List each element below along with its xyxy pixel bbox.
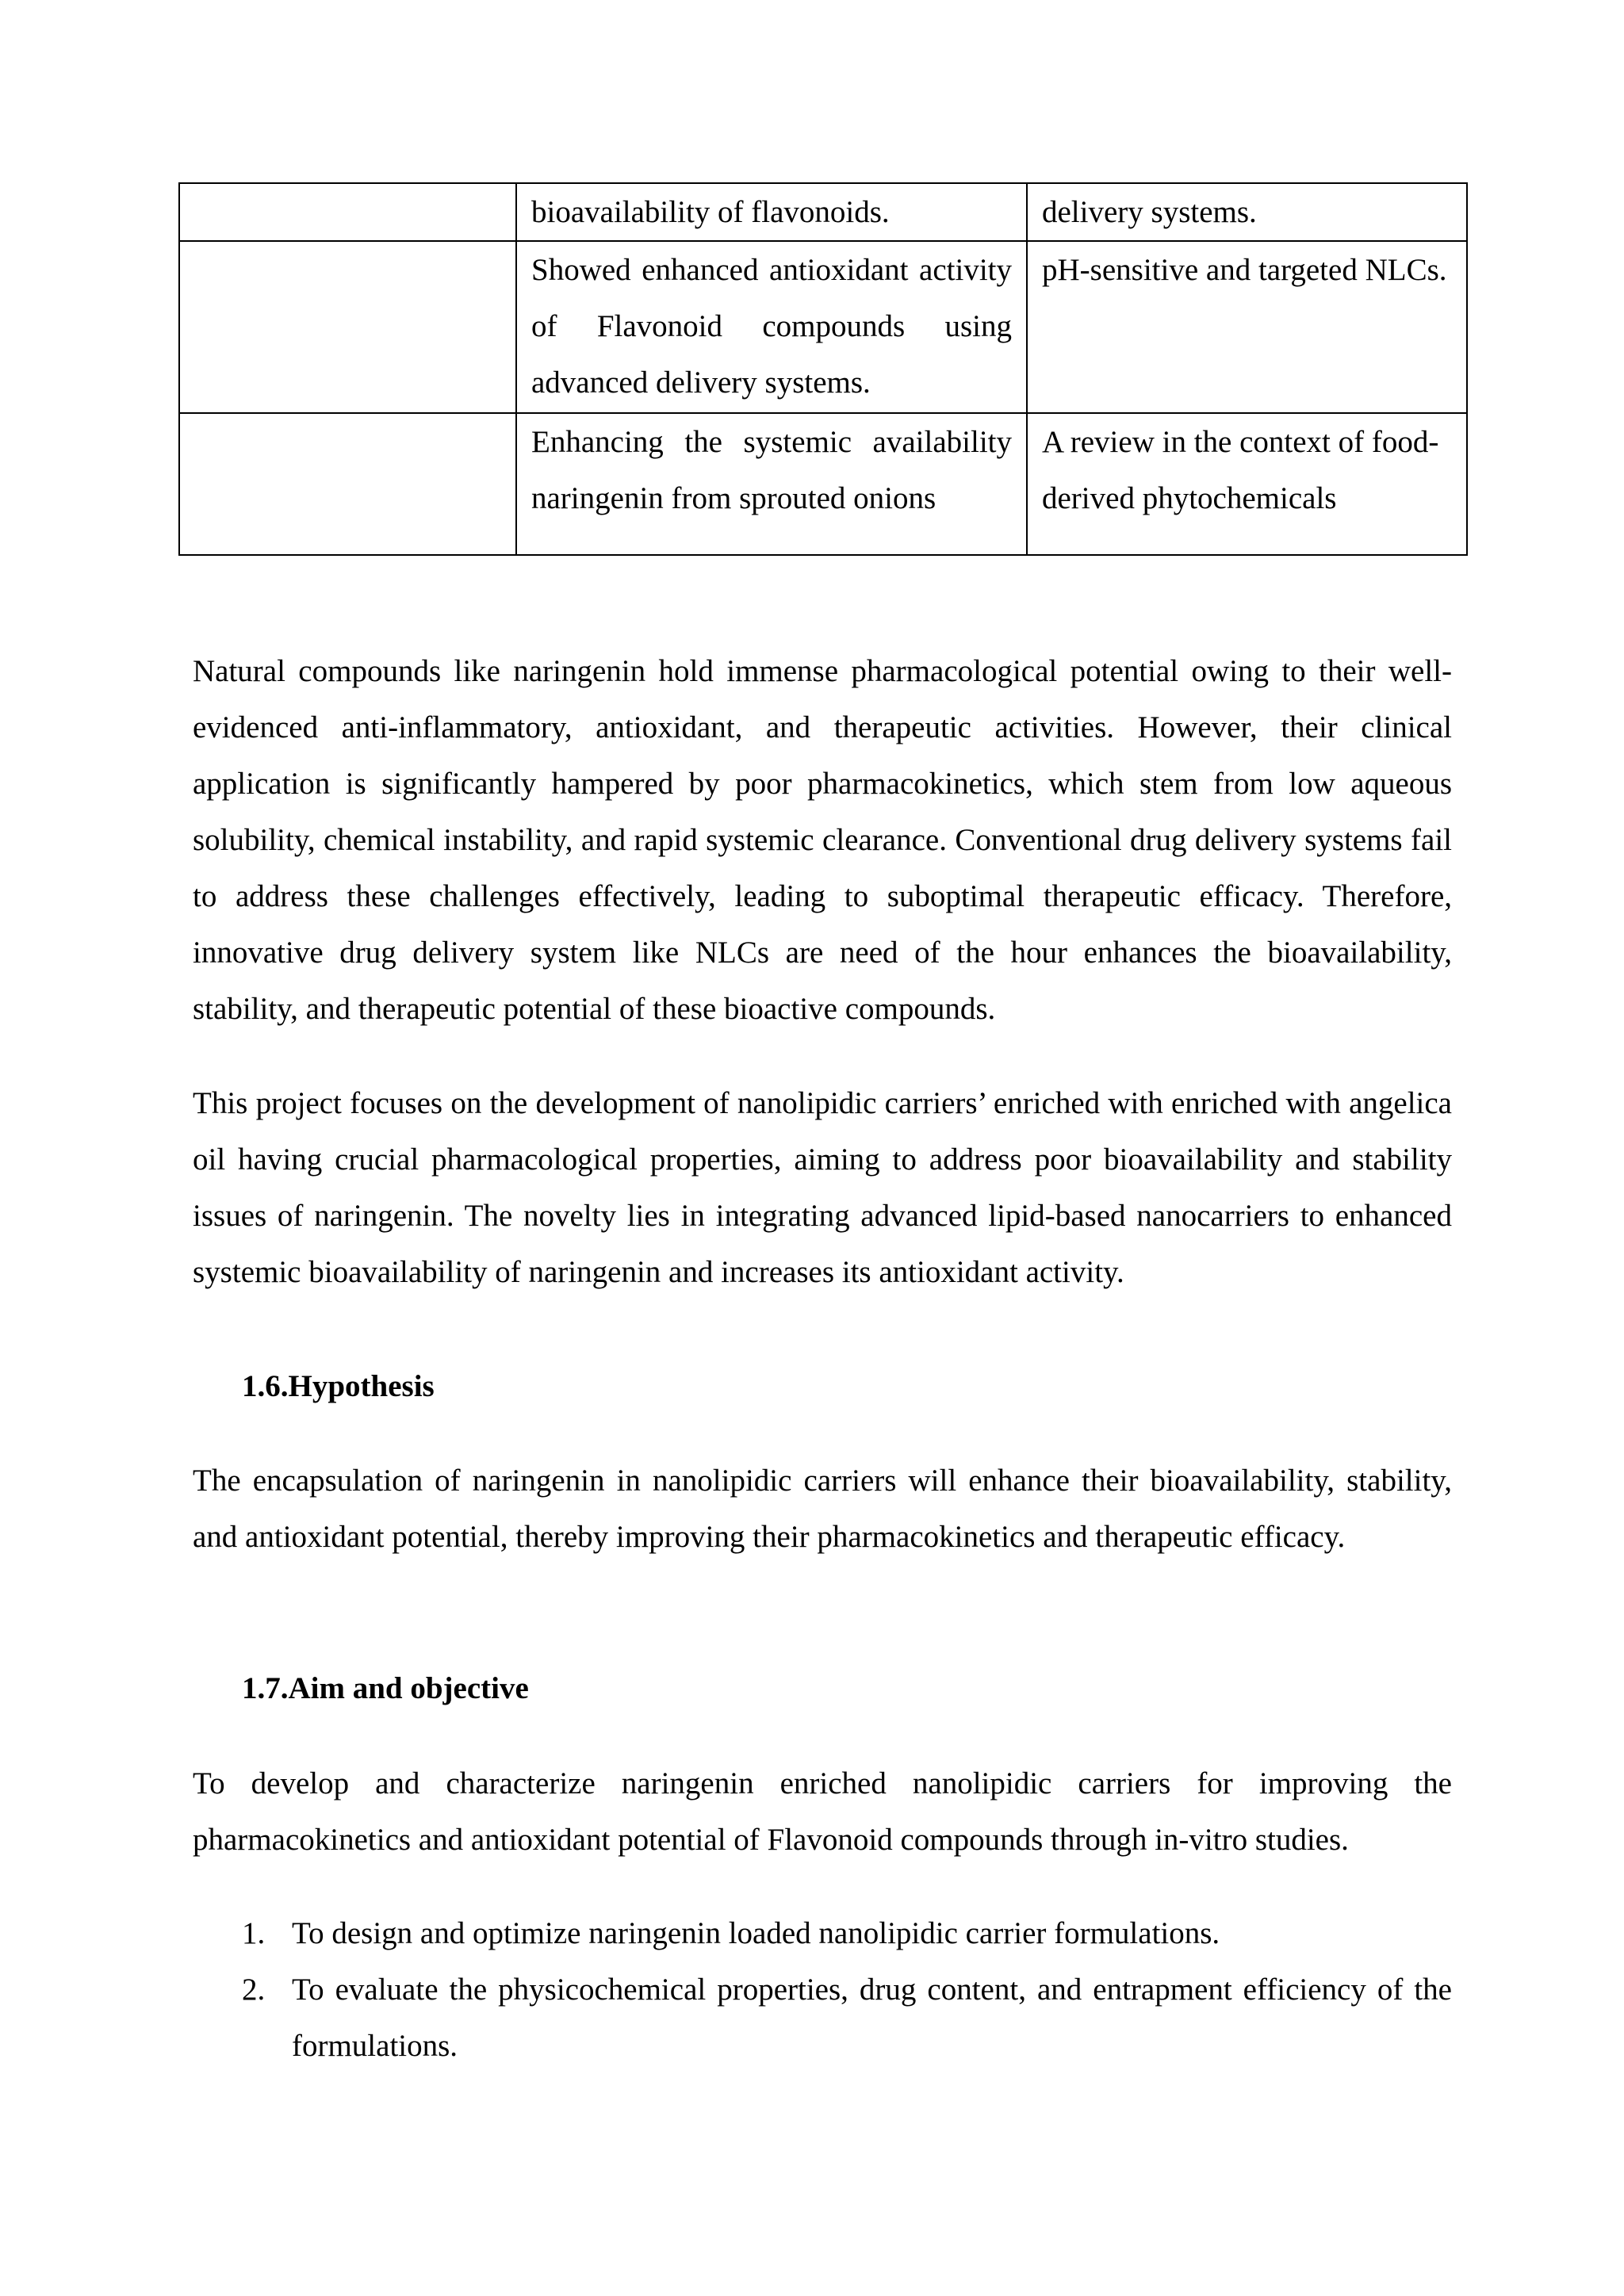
literature-table [178,182,1468,556]
table-cell [179,413,516,555]
table-cell: bioavailability of flavonoids. [516,183,1027,241]
intro-paragraph-1: Natural compounds like naringenin hold immense pharmacological potential owing to their well-evidenced anti-inflammatory, antioxidant, and therapeutic activities. However, their clinical application is significantly hampered by poor pharmacokinetics, which stem from low aqueous solubility, chemical instability, and rapid systemic clearance. Conventional drug delivery systems fail to address these challenges effectively, leading to suboptimal therapeutic efficacy. Therefore, innovative drug delivery system like NLCs are need of the hour enhances the bioavailability, stability, and therapeutic potential of these bioactive compounds. [193,654,1452,1026]
table-row [179,241,1467,413]
table-cell: pH-sensitive and targeted NLCs. [1027,241,1467,413]
table-cell [179,241,516,413]
list-item-text: To design and optimize naringenin loaded nanolipidic carrier formulations. [292,1916,1220,1950]
table-cell: Showed enhanced antioxidant activity of Flavonoid compounds using advanced delivery systems. [516,241,1027,413]
table-cell: Enhancing the systemic availability naringenin from sprouted onions [516,413,1027,555]
table-cell [179,183,516,241]
list-item-number: 2. [242,1973,266,2007]
table-cell: A review in the context of food-derived phytochemicals [1027,413,1467,555]
list-item [193,1961,1452,2074]
table-row [179,413,1467,555]
hypothesis-text: The encapsulation of naringenin in nanolipidic carriers will enhance their bioavailability, stability, and antioxidant potential, thereby improving their pharmacokinetics and therapeutic efficacy. [193,1464,1452,1554]
table-cell: delivery systems. [1027,183,1467,241]
list-item-text: To evaluate the physicochemical properties, drug content, and entrapment efficiency of the formulations. [292,1973,1452,2063]
list-item-number: 1. [242,1916,266,1950]
table-row [179,183,1467,241]
list-item [193,1905,1452,1961]
intro-paragraph-2: This project focuses on the development of nanolipidic carriers’ enriched with enriched with angelica oil having crucial pharmacological properties, aiming to address poor bioavailability and stability issues of naringenin. The novelty lies in integrating advanced lipid-based nanocarriers to enhanced systemic bioavailability of naringenin and increases its antioxidant activity. [193,1086,1452,1289]
aim-text: To develop and characterize naringenin enriched nanolipidic carriers for improving the pharmacokinetics and antioxidant potential of Flavonoid compounds through in-vitro studies. [193,1766,1452,1857]
aim-heading: 1.7.Aim and objective [242,1671,529,1705]
hypothesis-heading: 1.6.Hypothesis [242,1369,435,1403]
objectives-list [193,1905,1452,2074]
